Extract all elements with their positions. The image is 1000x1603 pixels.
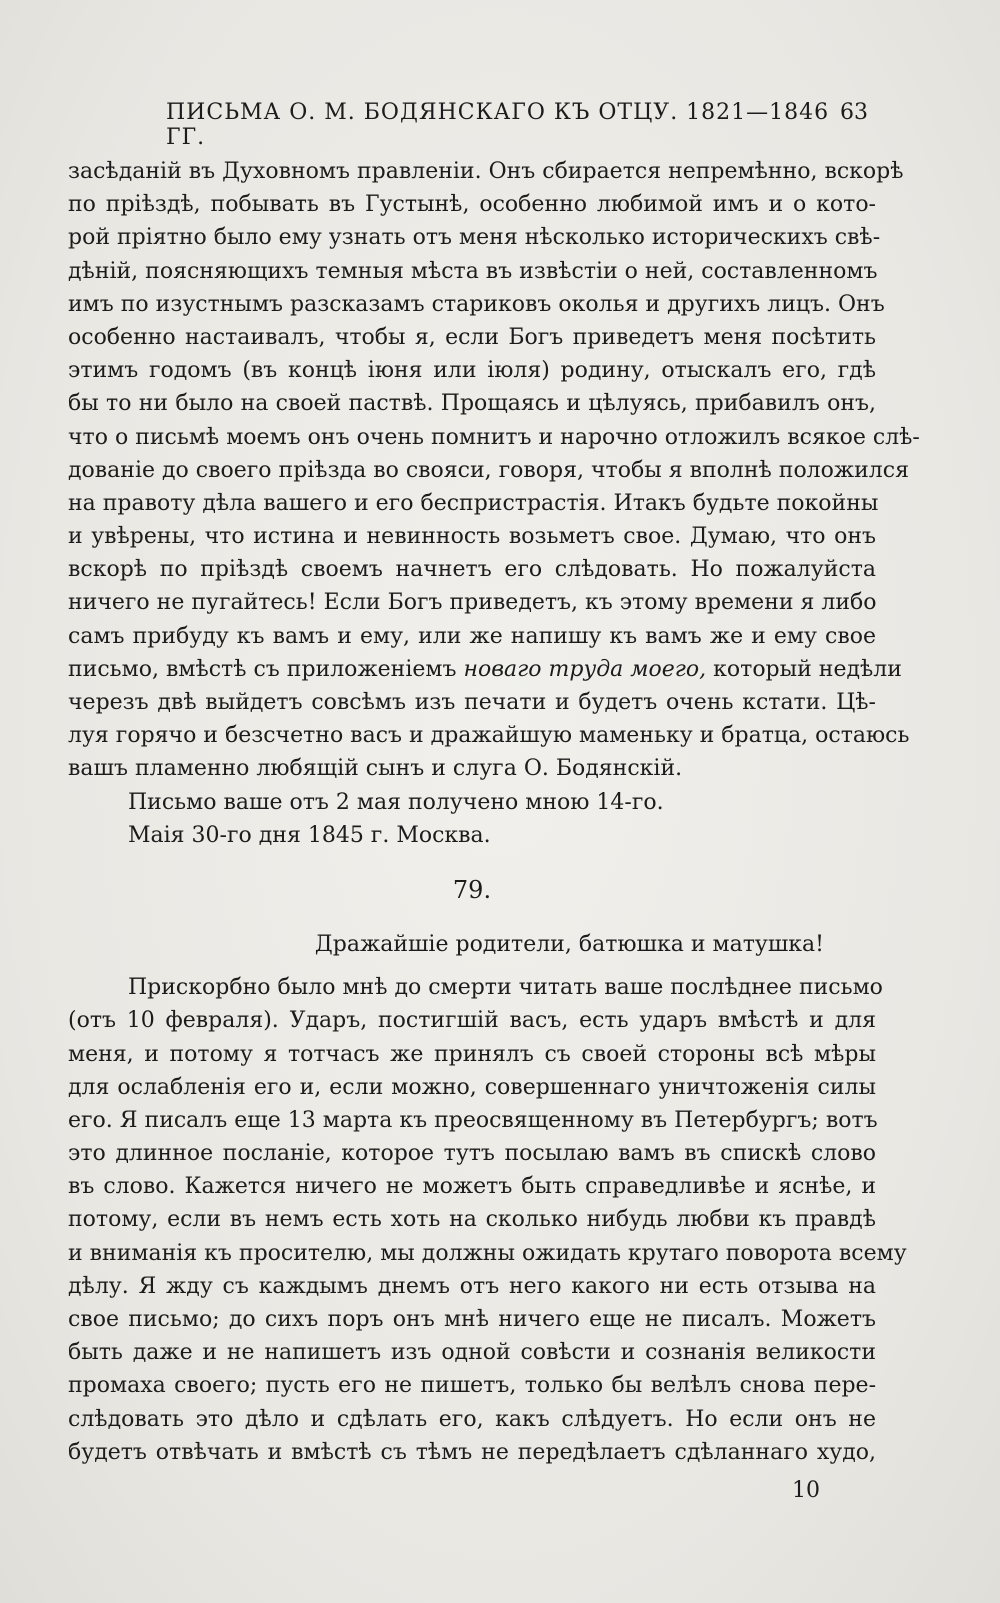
text-line: и увѣрены, что истина и невинность возьметъ свое. Думаю, что онъ bbox=[68, 524, 876, 550]
text-line: что о письмѣ моемъ онъ очень помнитъ и нарочно отложилъ всякое слѣ- bbox=[68, 424, 920, 450]
text-line: самъ прибуду къ вамъ и ему, или же напишу къ вамъ же и ему свое bbox=[68, 623, 876, 649]
text-line: будетъ отвѣчать и вмѣстѣ съ тѣмъ не передѣлаетъ сдѣланнаго худо, bbox=[68, 1439, 876, 1465]
text-line: быть даже и не напишетъ изъ одной совѣсти и сознанія великости bbox=[68, 1340, 876, 1366]
text-line-with-italic bbox=[68, 653, 902, 686]
text-line: свое письмо; до сихъ поръ онъ мнѣ ничего еще не писалъ. Можетъ bbox=[68, 1307, 876, 1332]
text-line: вскорѣ по пріѣздѣ своемъ начнетъ его слѣдовать. Но пожалуйста bbox=[68, 557, 876, 583]
text-line: особенно настаивалъ, чтобы я, если Богъ приведетъ меня посѣтить bbox=[68, 324, 876, 350]
running-title: ПИСЬМА О. М. БОДЯНСКАГО КЪ ОТЦУ. 1821—1846 ГГ. bbox=[166, 100, 830, 150]
text-line: по пріѣздѣ, побывать въ Густынѣ, особенно любимой имъ и о кото- bbox=[68, 192, 876, 218]
page-header bbox=[68, 100, 868, 150]
text-line: дѣній, поясняющихъ темныя мѣста въ извѣстіи о ней, составленномъ bbox=[68, 258, 878, 284]
text-line: для ослабленія его и, если можно, совершеннаго уничтоженія силы bbox=[68, 1074, 876, 1100]
text-line: имъ по изустнымъ разсказамъ стариковъ околья и другихъ лицъ. Онъ bbox=[68, 291, 885, 317]
text-line: потому, если въ немъ есть хоть на сколько нибудь любви къ правдѣ bbox=[68, 1207, 876, 1233]
text-line: ничего не пугайтесь! Если Богъ приведетъ, къ этому времени я либо bbox=[68, 590, 877, 616]
text-line: его. Я писалъ еще 13 марта къ преосвященному въ Петербургъ; вотъ bbox=[68, 1107, 878, 1133]
text-line: слѣдовать это дѣло и сдѣлать его, какъ слѣдуетъ. Но если онъ не bbox=[68, 1406, 876, 1432]
text-line: рой пріятно было ему узнать отъ меня нѣсколько историческихъ свѣ- bbox=[68, 225, 881, 251]
text-line: на правоту дѣла вашего и его беспристрастія. Итакъ будьте покойны bbox=[68, 490, 879, 516]
text-line: въ слово. Кажется ничего не можетъ быть справедливѣе и яснѣе, и bbox=[68, 1174, 876, 1200]
letter-number: 79. bbox=[452, 875, 492, 904]
text-line: дованіе до своего пріѣзда во свояси, говоря, чтобы я вполнѣ положился bbox=[68, 457, 909, 483]
text-line: Прискорбно было мнѣ до смерти читать ваше послѣднее письмо bbox=[128, 975, 883, 1001]
text-fragment: письмо, вмѣстѣ съ приложеніемъ bbox=[68, 656, 464, 682]
text-line: и вниманія къ просителю, мы должны ожидать крутаго поворота всему bbox=[68, 1240, 907, 1266]
salutation: Дражайшіе родители, батюшка и матушка! bbox=[314, 931, 824, 957]
text-fragment: который недѣли bbox=[706, 656, 902, 682]
text-line: меня, и потому я тотчасъ же принялъ съ своей стороны всѣ мѣры bbox=[68, 1041, 876, 1067]
text-line: это длинное посланіе, которое тутъ посылаю вамъ въ спискѣ слово bbox=[68, 1141, 876, 1167]
text-line: бы то ни было на своей паствѣ. Прощаясь и цѣлуясь, прибавилъ онъ, bbox=[68, 391, 876, 417]
letter-79-text bbox=[68, 971, 907, 1469]
dateline: Маія 30-го дня 1845 г. Москва. bbox=[128, 822, 491, 848]
postscript: Письмо ваше отъ 2 мая получено мною 14-го. bbox=[128, 789, 664, 815]
text-line: (отъ 10 февраля). Ударъ, постигшій васъ, есть ударъ вмѣстѣ и для bbox=[68, 1008, 876, 1034]
text-line: промаха своего; пусть его не пишетъ, только бы велѣлъ снова пере- bbox=[68, 1373, 876, 1399]
text-line: дѣлу. Я жду съ каждымъ днемъ отъ него какого ни есть отзыва на bbox=[68, 1273, 876, 1299]
signature-line: вашъ пламенно любящій сынъ и слуга О. Бодянскій. bbox=[68, 756, 683, 782]
text-line: засѣданій въ Духовномъ правленіи. Онъ сбирается непремѣнно, вскорѣ bbox=[68, 159, 904, 184]
letter-78-text bbox=[68, 155, 920, 852]
text-line: этимъ годомъ (въ концѣ іюня или іюля) родину, отыскалъ его, гдѣ bbox=[68, 358, 876, 384]
signature-mark: 10 bbox=[792, 1478, 820, 1503]
text-line: черезъ двѣ выйдетъ совсѣмъ изъ печати и будетъ очень кстати. Цѣ- bbox=[68, 690, 876, 715]
page-body bbox=[68, 155, 920, 1469]
page-number: 63 bbox=[840, 100, 868, 125]
text-line: луя горячо и безсчетно васъ и дражайшую маменьку и братца, остаюсь bbox=[68, 723, 910, 749]
italic-title: новаго труда моего, bbox=[463, 656, 707, 682]
